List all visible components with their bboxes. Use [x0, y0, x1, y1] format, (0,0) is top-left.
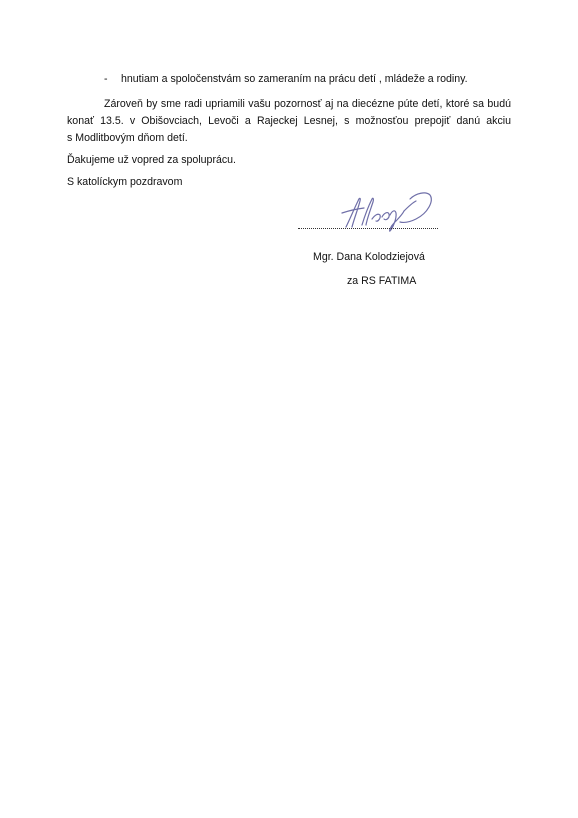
signer-name: Mgr. Dana Kolodziejová [313, 251, 425, 263]
signer-organization: za RS FATIMA [347, 275, 417, 287]
signature-line [298, 224, 438, 229]
bullet-marker: - [104, 73, 108, 85]
thanks-line: Ďakujeme už vopred za spoluprácu. [67, 154, 237, 166]
bullet-item-text: hnutiam a spoločenstvám so zameraním na prácu detí , mládeže a rodiny. [121, 73, 468, 85]
paragraph-line: Zároveň by sme radi upriamili vašu pozornosť aj na diecézne púte detí, ktoré sa budú [104, 98, 511, 110]
paragraph-line: s Modlitbovým dňom detí. [67, 132, 188, 144]
closing-salutation: S katolíckym pozdravom [67, 176, 183, 188]
body-paragraph [67, 96, 511, 147]
paragraph-line: konať 13.5. v Obišovciach, Levoči a Rajeckej Lesnej, s možnosťou prepojiť danú akciu [67, 115, 511, 127]
